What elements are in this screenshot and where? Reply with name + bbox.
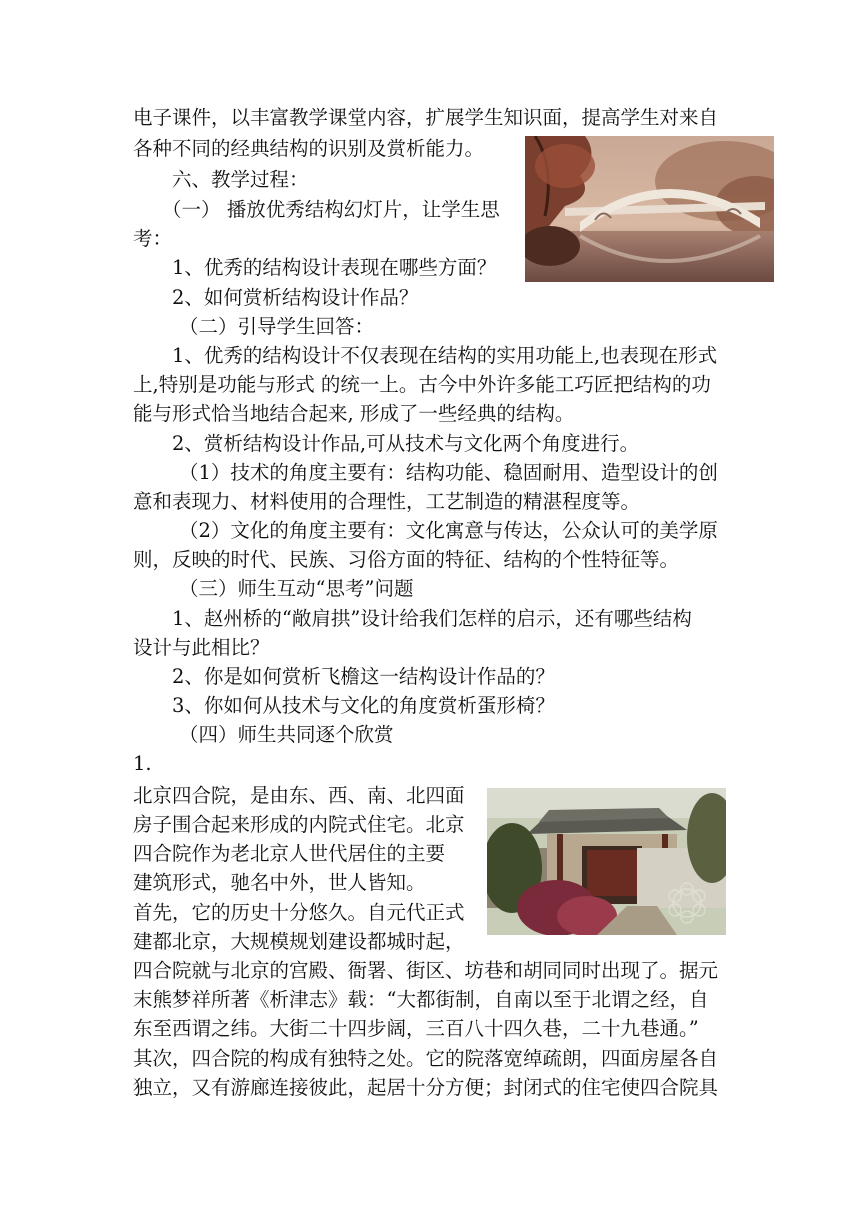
subsection-heading: （二）引导学生回答： — [179, 315, 375, 338]
text-line: 各种不同的经典结构的识别及赏析能力。 — [133, 137, 485, 160]
text-line: （1）技术的角度主要有：结构功能、稳固耐用、造型设计的创 — [179, 461, 718, 484]
text-line: 2、赏析结构设计作品,可从技术与文化两个角度进行。 — [172, 432, 640, 455]
question-item: 2、如何赏析结构设计作品？ — [172, 286, 419, 309]
text-line: 建筑形式，驰名中外，世人皆知。 — [133, 871, 426, 894]
text-line: 电子课件，以丰富教学课堂内容，扩展学生知识面，提高学生对来自 — [133, 106, 719, 129]
text-line: 上,特别是功能与形式 的统一上。古今中外许多能工巧匠把结构的功 — [133, 373, 711, 396]
list-number: 1. — [133, 752, 152, 775]
text-line: 东至西谓之纬。大街二十四步阔，三百八十四久巷，二十九巷通。” — [133, 1017, 699, 1040]
text-line: （一） 播放优秀结构幻灯片，让学生思 — [162, 198, 500, 221]
text-line: 四合院就与北京的宫殿、衙署、街区、坊巷和胡同同时出现了。据元 — [133, 959, 719, 982]
text-line: 首先，它的历史十分悠久。自元代正式 — [133, 901, 465, 924]
text-line: 其次，四合院的构成有独特之处。它的院落宽绰疏朗，四面房屋各自 — [133, 1047, 719, 1070]
text-line: 建都北京，大规模规划建设都城时起， — [133, 930, 465, 953]
question-item: 3、你如何从技术与文化的角度赏析蛋形椅？ — [172, 694, 555, 717]
section-heading: 六、教学过程： — [172, 168, 309, 191]
text-line: 意和表现力、材料使用的合理性，工艺制造的精湛程度等。 — [133, 490, 641, 513]
question-item: 1、优秀的结构设计表现在哪些方面？ — [172, 256, 497, 279]
text-line: 独立，又有游廊连接彼此，起居十分方便；封闭式的住宅使四合院具 — [133, 1076, 719, 1099]
text-line: （2）文化的角度主要有：文化寓意与传达，公众认可的美学原 — [179, 519, 718, 542]
question-item: 1、赵州桥的“敞肩拱”设计给我们怎样的启示，还有哪些结构 — [172, 607, 692, 630]
subsection-heading: （三）师生互动“思考”问题 — [179, 577, 414, 600]
bridge-photo — [525, 136, 774, 282]
question-item: 2、你是如何赏析飞檐这一结构设计作品的？ — [172, 665, 555, 688]
text-line: 设计与此相比？ — [133, 636, 270, 659]
text-line: 考： — [133, 227, 173, 250]
text-line: 末熊梦祥所著《析津志》载：“大都街制，自南以至于北谓之经，自 — [133, 988, 709, 1011]
text-line: 能与形式恰当地结合起来, 形成了一些经典的结构。 — [133, 402, 575, 425]
subsection-heading: （四）师生共同逐个欣赏 — [179, 723, 394, 746]
text-line: 四合院作为老北京人世代居住的主要 — [133, 842, 446, 865]
text-line: 北京四合院，是由东、西、南、北四面 — [133, 784, 465, 807]
text-line: 1、优秀的结构设计不仅表现在结构的实用功能上,也表现在形式 — [172, 344, 718, 367]
text-line: 则，反映的时代、民族、习俗方面的特征、结构的个性特征等。 — [133, 548, 680, 571]
text-line: 房子围合起来形成的内院式住宅。北京 — [133, 813, 465, 836]
siheyuan-photo — [487, 788, 726, 935]
